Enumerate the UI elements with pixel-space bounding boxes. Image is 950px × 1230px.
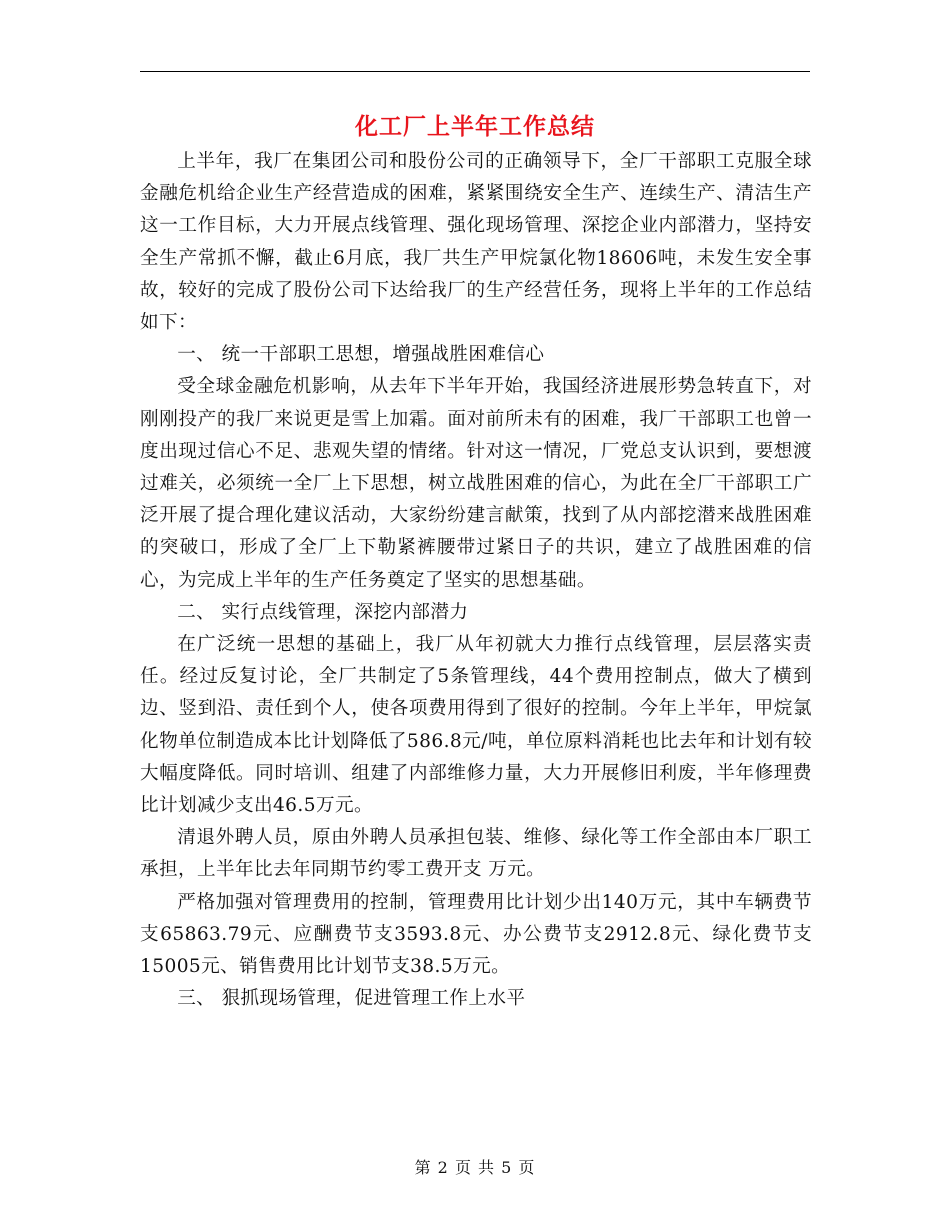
- section-2-paragraph-3: 严格加强对管理费用的控制，管理费用比计划少出140万元，其中车辆费节支65863.79元、应酬费节支3593.8元、办公费节支2912.8元、绿化费节支15005元、销售费用比计划节支38.5万元。: [140, 891, 812, 978]
- document-body: [140, 146, 812, 1015]
- header-rule: [140, 71, 810, 72]
- section-heading-1: 一、 统一干部职工思想，增强战胜困难信心: [177, 344, 545, 366]
- section-1-paragraph: 受全球金融危机影响，从去年下半年开始，我国经济进展形势急转直下，对刚刚投产的我厂来说更是雪上加霜。面对前所未有的困难，我厂干部职工也曾一度出现过信心不足、悲观失望的情绪。针对这一情况，厂党总支认识到，要想渡过难关，必须统一全厂上下思想，树立战胜困难的信心，为此在全厂干部职工广泛开展了提合理化建议活动，大家纷纷建言献策，找到了从内部挖潜来战胜困难的突破口，形成了全厂上下勒紧裤腰带过紧日子的共识，建立了战胜困难的信心，为完成上半年的生产任务奠定了坚实的思想基础。: [140, 376, 812, 591]
- intro-paragraph: 上半年，我厂在集团公司和股份公司的正确领导下，全厂干部职工克服全球金融危机给企业生产经营造成的困难，紧紧围绕安全生产、连续生产、清洁生产这一工作目标，大力开展点线管理、强化现场管理、深挖企业内部潜力，坚持安全生产常抓不懈，截止6月底，我厂共生产甲烷氯化物18606吨，未发生安全事故，较好的完成了股份公司下达给我厂的生产经营任务，现将上半年的工作总结如下：: [140, 151, 812, 334]
- section-2-paragraph-1: 在广泛统一思想的基础上，我厂从年初就大力推行点线管理，层层落实责任。经过反复讨论，全厂共制定了5条管理线，44个费用控制点，做大了横到边、竖到沿、责任到个人，使各项费用得到了很好的控制。今年上半年，甲烷氯化物单位制造成本比计划降低了586.8元/吨，单位原料消耗也比去年和计划有较大幅度降低。同时培训、组建了内部维修力量，大力开展修旧利废，半年修理费比计划减少支出46.5万元。: [140, 634, 812, 817]
- section-heading-2: 二、 实行点线管理，深挖内部潜力: [177, 601, 469, 623]
- section-2-paragraph-2: 清退外聘人员，原由外聘人员承担包装、维修、绿化等工作全部由本厂职工承担，上半年比去年同期节约零工费开支 万元。: [140, 827, 812, 881]
- document-title: 化工厂上半年工作总结: [355, 113, 595, 140]
- section-heading-3: 三、 狠抓现场管理，促进管理工作上水平: [177, 988, 526, 1010]
- page-number-footer: 第 2 页 共 5 页: [414, 1158, 536, 1177]
